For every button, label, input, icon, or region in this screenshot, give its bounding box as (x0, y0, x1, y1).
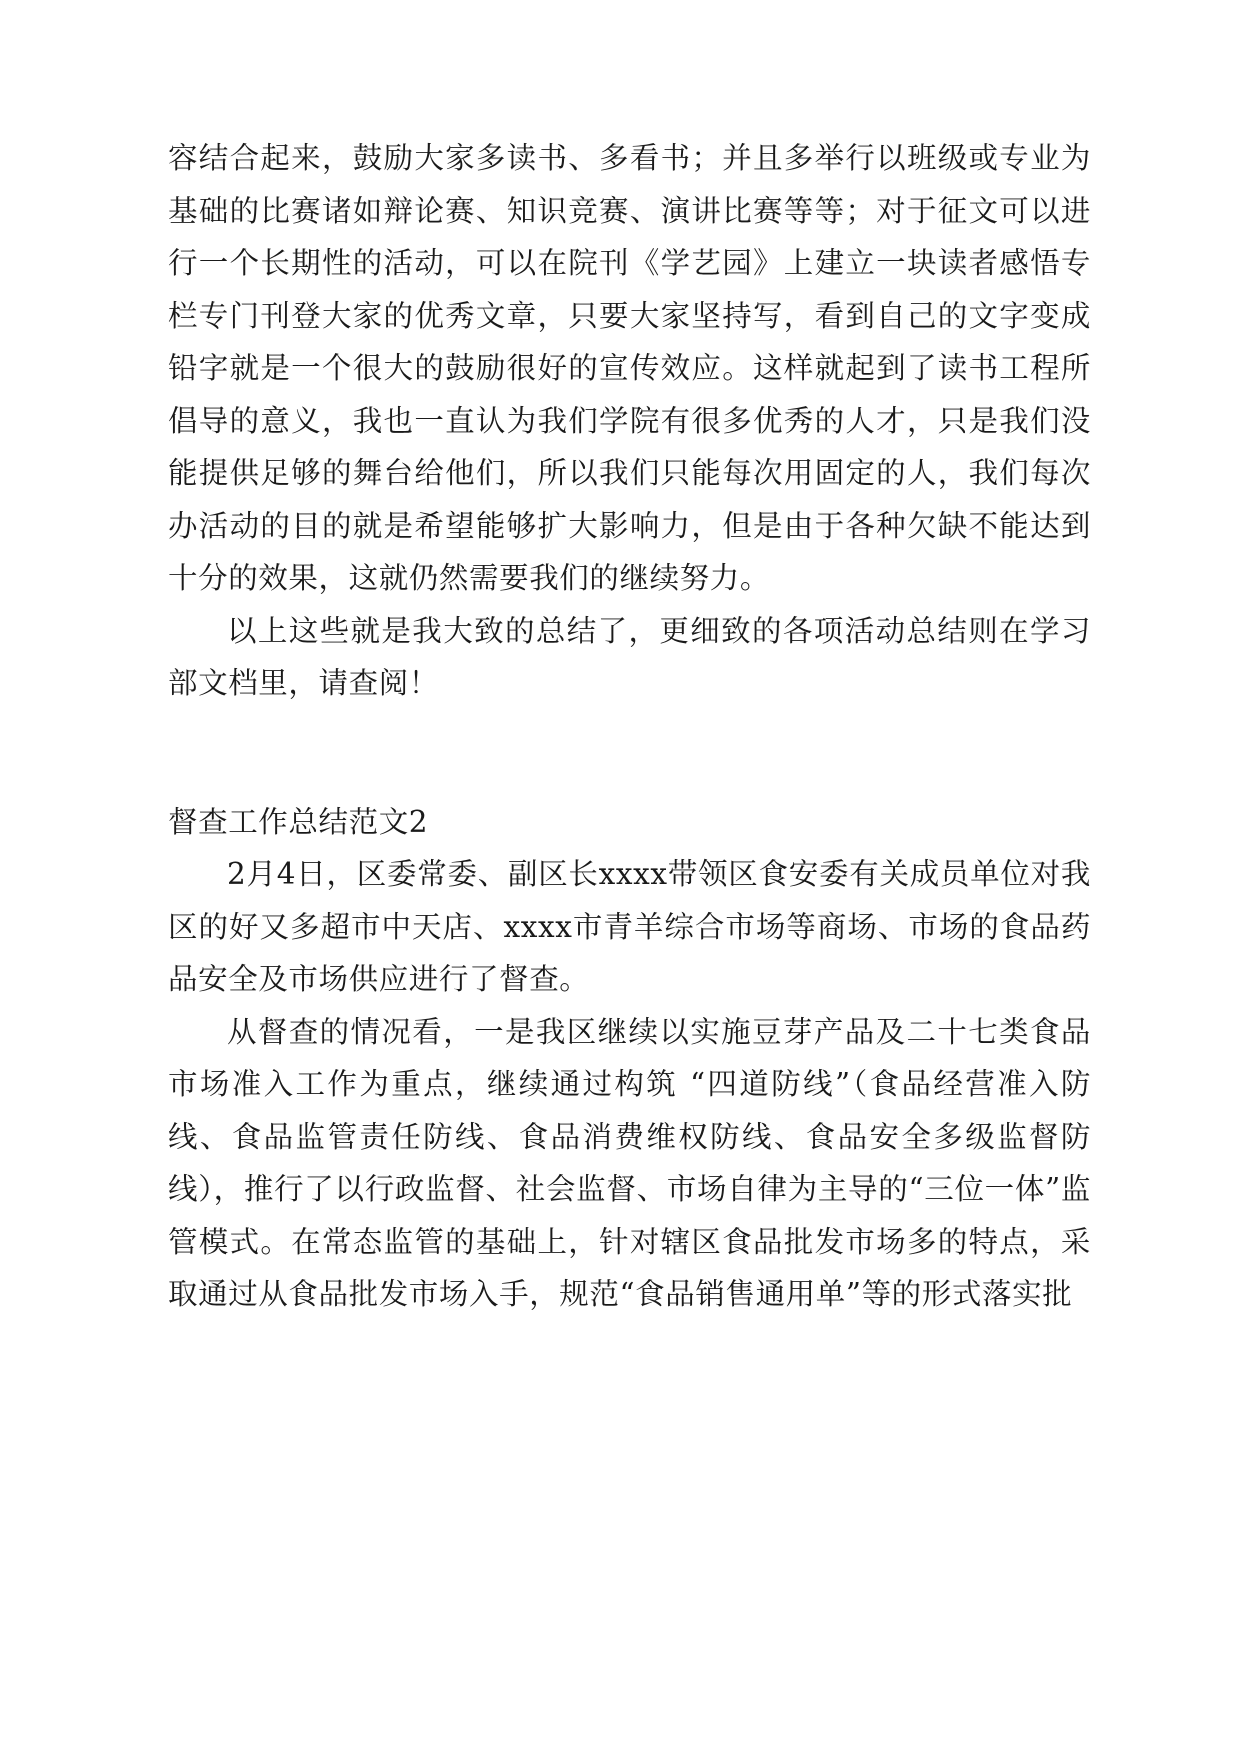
paragraph-continued-reading-project: 容结合起来，鼓励大家多读书、多看书；并且多举行以班级或专业为基础的比赛诸如辩论赛、知识竞赛、演讲比赛等等；对于征文可以进行一个长期性的活动，可以在院刊《学艺园》上建立一块读者感悟专栏专门刊登大家的优秀文章，只要大家坚持写，看到自己的文字变成铅字就是一个很大的鼓励很好的宣传效应。这样就起到了读书工程所倡导的意义，我也一直认为我们学院有很多优秀的人才，只是我们没能提供足够的舞台给他们，所以我们只能每次用固定的人，我们每次办活动的目的就是希望能够扩大影响力，但是由于各种欠缺不能达到十分的效果，这就仍然需要我们的继续努力。 (168, 141, 1091, 595)
paragraph-inspection-findings: 从督查的情况看，一是我区继续以实施豆芽产品及二十七类食品市场准入工作为重点，继续通过构筑 “四道防线”（食品经营准入防线、食品监管责任防线、食品消费维权防线、食品安全多级监督防线），推行了以行政监督、社会监督、市场自律为主导的“三位一体”监管模式。在常态监管的基础上，针对辖区食品批发市场多的特点，采取通过从食品批发市场入手，规范“食品销售通用单”等的形式落实批 (168, 1014, 1091, 1311)
document-body (168, 132, 1091, 1321)
section-spacer (168, 710, 1091, 756)
section-heading: 督查工作总结范文2 (168, 804, 429, 839)
paragraph-summary-closing: 以上这些就是我大致的总结了，更细致的各项活动总结则在学习部文档里，请查阅！ (168, 613, 1091, 700)
paragraph-inspection-date: 2月4日，区委常委、副区长xxxx带领区食安委有关成员单位对我区的好又多超市中天店、xxxx市青羊综合市场等商场、市场的食品药品安全及市场供应进行了督查。 (168, 857, 1091, 996)
